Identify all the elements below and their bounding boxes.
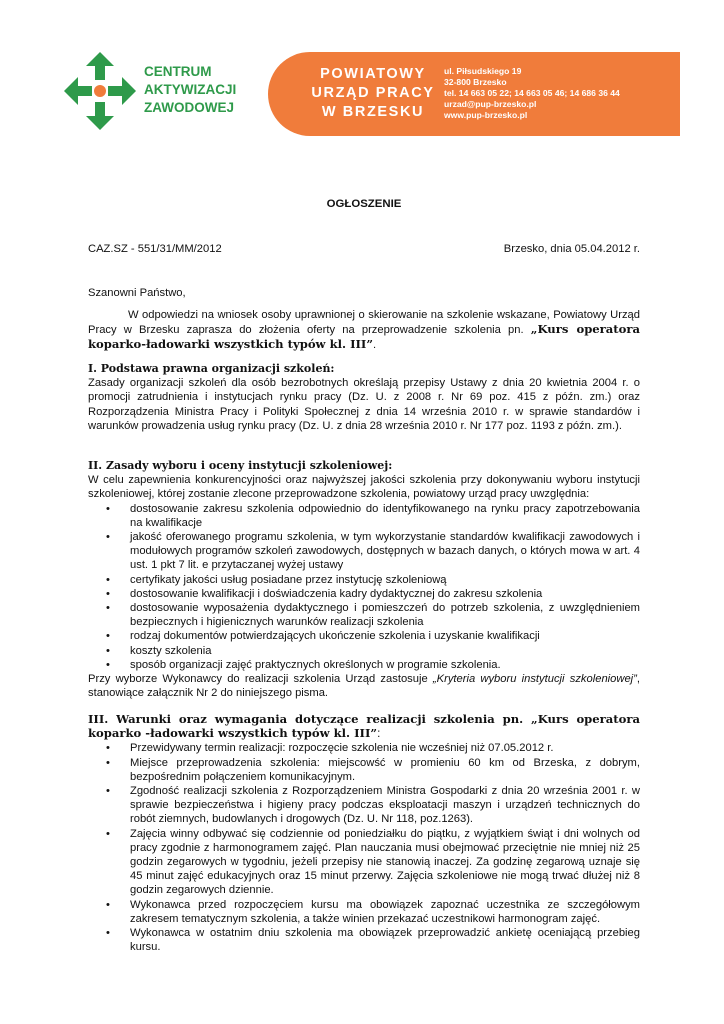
- pup-contact: [444, 66, 620, 121]
- list-item: • dostosowanie zakresu szkolenia odpowiednio do identyfikowanego na rynku pracy zapotrzebowania na kwalifikacje: [88, 502, 640, 530]
- pup-name-line-2: URZĄD PRACY: [311, 85, 435, 101]
- list-item: • jakość oferowanego programu szkolenia, w tym wykorzystanie standardów kwalifikacji zawodowych i modułowych programów szkoleń zawodowych, dostępnych w bazach danych, o których mowa w art. 4 ust. 1 pkt 7 lit. e przytaczanej wyżej ustawy: [88, 530, 640, 573]
- list-item: • sposób organizacji zajęć praktycznych określonych w programie szkolenia.: [88, 658, 640, 672]
- section-2-closing: [88, 672, 640, 700]
- list-item: • rodzaj dokumentów potwierdzających ukończenie szkolenia i uzyskanie kwalifikacji: [88, 629, 640, 643]
- section-3-colon: :: [377, 727, 381, 741]
- arrows-logo-icon: [62, 50, 138, 132]
- caz-name-line-2: AKTYWIZACJI: [144, 82, 237, 97]
- criteria-title: „Kryteria wyboru instytucji szkoleniowej”: [432, 673, 637, 686]
- section-3-course: „Kurs operatora koparko -ładowarki wszystkich typów kl. III”: [88, 712, 640, 741]
- list-item: • Zgodność realizacji szkolenia z Rozporządzeniem Ministra Gospodarki z dnia 20 września 2001 r. w sprawie bezpieczeństwa i higieny pracy podczas eksploatacji maszyn i urządzeń technicznych do robót ziemnych, budowlanych i drogowych (Dz. U. Nr 118, poz.1263).: [88, 784, 640, 827]
- caz-name-line-3: ZAWODOWEJ: [144, 100, 234, 115]
- intro-text: W odpowiedzi na wniosek osoby uprawnionej o skierowanie na szkolenie wskazane, Powiatowy Urząd Pracy w Brzesku zaprasza do złożenia oferty na przeprowadzenie szkolenia pn.: [88, 309, 640, 337]
- intro-end: .: [373, 339, 377, 352]
- contact-phone: tel. 14 663 05 22; 14 663 05 46; 14 686 36 44: [444, 88, 620, 98]
- section-3: [88, 712, 640, 954]
- section-1: [88, 362, 640, 433]
- page-title: OGŁOSZENIE: [326, 198, 402, 210]
- contact-street: ul. Piłsudskiego 19: [444, 66, 522, 76]
- contact-email[interactable]: urzad@pup-brzesko.pl: [444, 99, 537, 109]
- pup-name-line-1: POWIATOWY: [320, 66, 426, 82]
- section-3-heading-text: III. Warunki oraz wymagania dotyczące realizacji szkolenia pn.: [88, 712, 524, 726]
- list-item: • dostosowanie wyposażenia dydaktycznego i pomieszczeń do potrzeb szkolenia, z uwzględnieniem bezpiecznych i higienicznych warunków realizacji szkolenia: [88, 601, 640, 629]
- caz-name-line-1: CENTRUM: [144, 64, 212, 79]
- pup-name: [308, 65, 438, 122]
- contact-website[interactable]: www.pup-brzesko.pl: [444, 110, 528, 120]
- list-item: • Wykonawca w ostatnim dniu szkolenia ma obowiązek przeprowadzić ankietę oceniającą przebieg kursu.: [88, 926, 640, 954]
- section-2-heading: II. Zasady wyboru i oceny instytucji szkoleniowej:: [88, 459, 393, 472]
- pup-banner: [268, 52, 680, 136]
- list-item: • Wykonawca przed rozpoczęciem kursu ma obowiązek zapoznać uczestnika ze szczegółowym zakresem tematycznym szkolenia, a także winien przekazać uczestnikowi harmonogram zajęć.: [88, 898, 640, 926]
- closing-text-a: Przy wyborze Wykonawcy do realizacji szkolenia Urząd zastosuje: [88, 673, 433, 686]
- caz-logo: [62, 50, 262, 132]
- section-1-heading: I. Podstawa prawna organizacji szkoleń:: [88, 362, 335, 375]
- section-2-text: W celu zapewnienia konkurencyjności oraz najwyższej jakości szkolenia przy dokonywaniu wyboru instytucji szkoleniowej, której zostanie zlecone przeprowadzone szkolenia, powiatowy urząd pracy uwzględnia:: [88, 474, 640, 501]
- intro-paragraph: [88, 308, 640, 353]
- list-item: • Przewidywany termin realizacji: rozpoczęcie szkolenia nie wcześniej niż 07.05.2012 r.: [88, 741, 640, 755]
- greeting: Szanowni Państwo,: [88, 287, 186, 299]
- pup-name-line-3: W BRZESKU: [321, 104, 425, 120]
- caz-name: [144, 63, 236, 117]
- closing-text-b: , stanowiące załącznik Nr 2 do niniejszego pisma.: [88, 673, 640, 700]
- section-1-text: Zasady organizacji szkoleń dla osób bezrobotnych określają przepisy Ustawy z dnia 20 kwietnia 2004 r. o promocji zatrudnienia i instytucjach rynku pracy (Dz. U. z 2008 r. Nr 69 poz. 415 z późn. zm.) oraz Rozporządzenia Ministra Pracy i Polityki Społecznej z dnia 14 września 2010 r. w sprawie standardów i warunków prowadzenia usług rynku pracy (Dz. U. z dnia 28 września 2010 r. Nr 177 poz. 1193 z późn. zm.).: [88, 377, 640, 432]
- section-2-list: [88, 502, 640, 672]
- reference-number: CAZ.SZ - 551/31/MM/2012: [88, 243, 222, 255]
- list-item: • Zajęcia winny odbywać się codziennie od poniedziałku do piątku, z wyjątkiem świąt i dni wolnych od pracy zgodnie z harmonogramem zajęć. Plan nauczania musi obejmować przeciętnie nie mniej niż 25 godzin zegarowych w tygodniu, jeżeli przepisy nie stanowią inaczej. Za godzinę zegarową uznaje się 45 minut zajęć edukacyjnych oraz 15 minut przerwy. Zajęcia szkoleniowe nie mogą trwać dłużej niż 8 godzin zegarowych dziennie.: [88, 827, 640, 898]
- document-date: Brzesko, dnia 05.04.2012 r.: [503, 243, 640, 255]
- section-3-list: [88, 741, 640, 954]
- intro-course-name: „Kurs operatora koparko-ładowarki wszystkich typów kl. III”: [88, 322, 641, 352]
- list-item: • dostosowanie kwalifikacji i doświadczenia kadry dydaktycznej do zakresu szkolenia: [88, 587, 640, 601]
- section-3-heading: [88, 712, 640, 741]
- list-item: • koszty szkolenia: [88, 644, 640, 658]
- section-2: [88, 459, 640, 700]
- list-item: • Miejsce przeprowadzenia szkolenia: miejscowść w promieniu 60 km od Brzeska, z dobrym, bezpośrednim połączeniem komunikacyjnym.: [88, 756, 640, 784]
- contact-city: 32-800 Brzesko: [444, 77, 507, 87]
- list-item: • certyfikaty jakości usług posiadane przez instytucję szkoleniową: [88, 573, 640, 587]
